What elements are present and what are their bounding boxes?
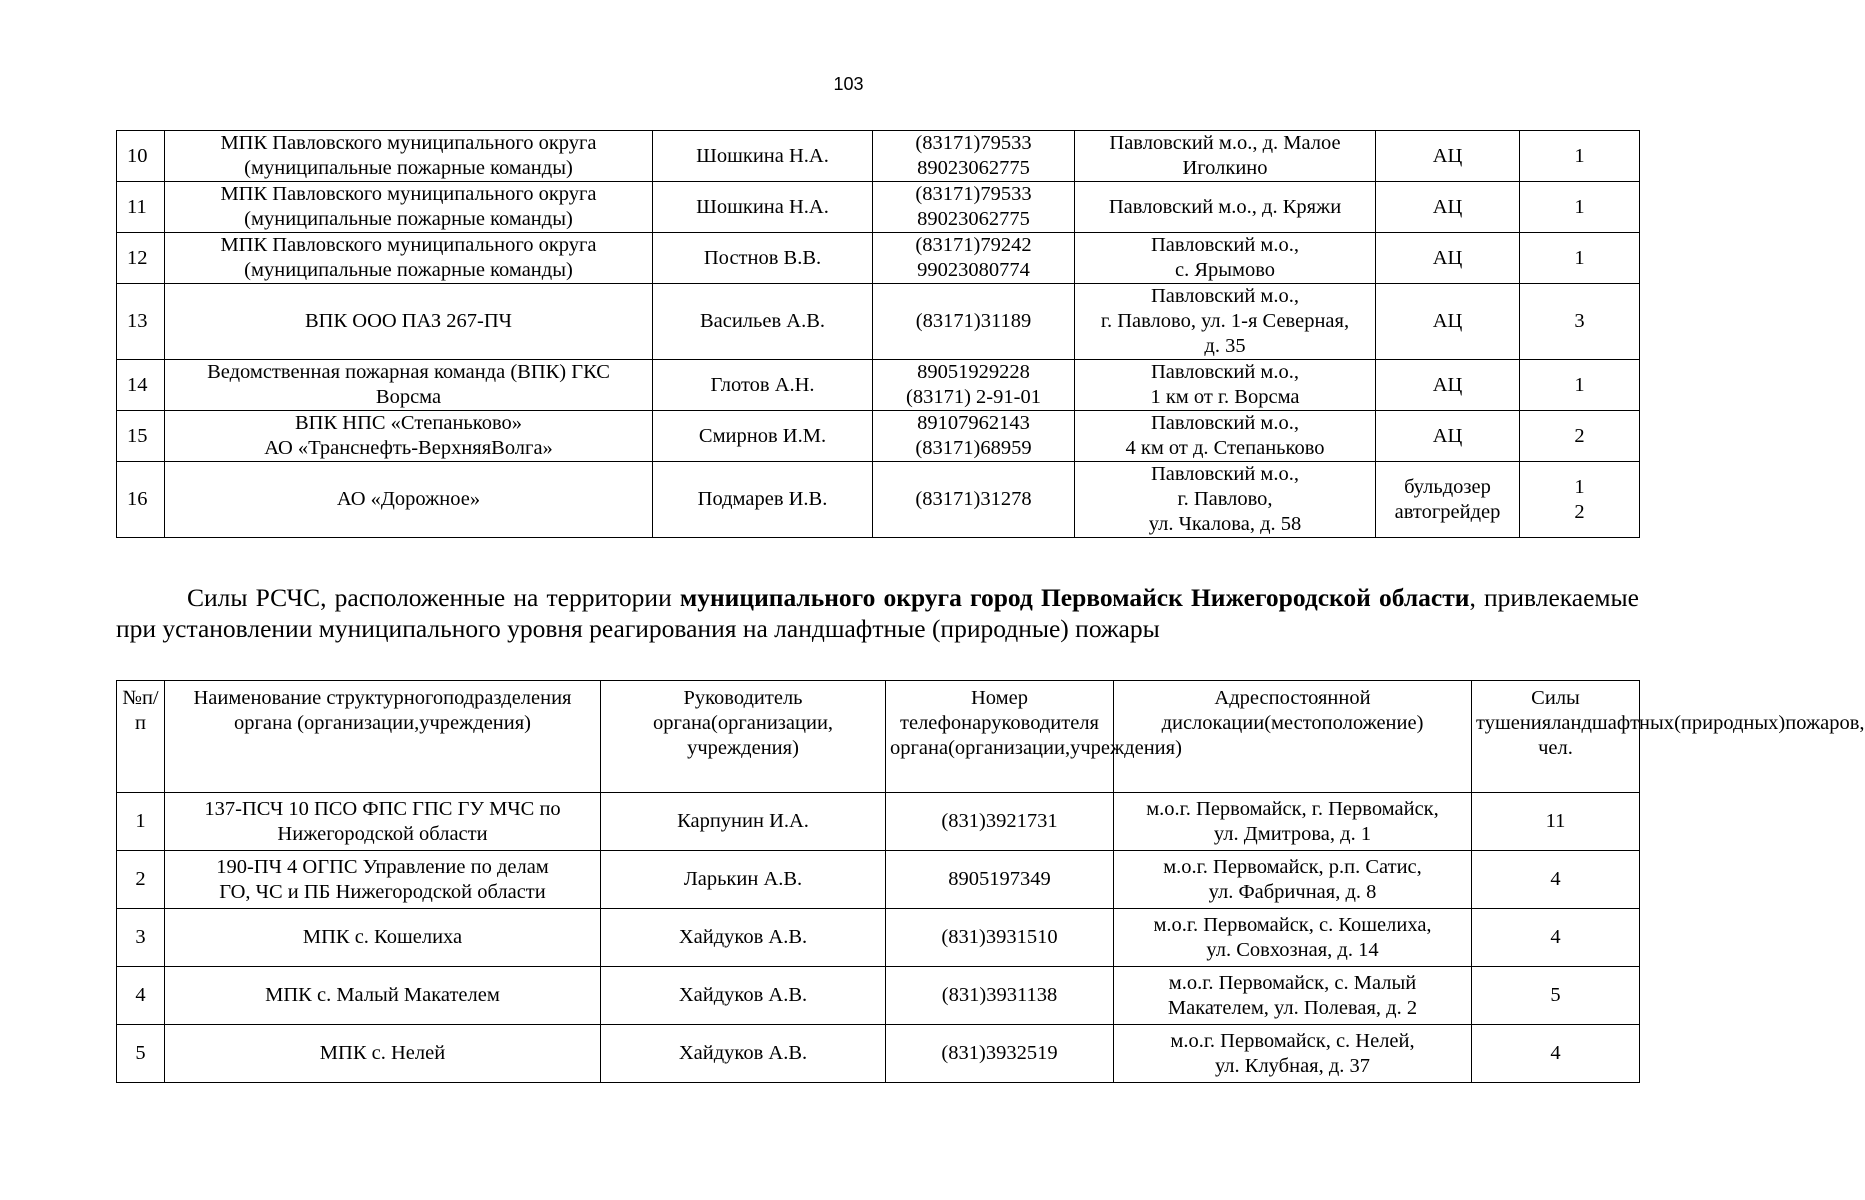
cell-line: Нижегородской области: [277, 822, 488, 845]
cell-line: (муниципальные пожарные команды): [244, 208, 573, 230]
cell-line: АЦ: [1432, 195, 1463, 218]
equipment-cell: [1376, 411, 1520, 462]
forces-cell: 4: [1472, 909, 1640, 967]
head-cell: Постнов В.В.: [653, 233, 873, 284]
organization-cell: [165, 967, 601, 1025]
cell-line: 1: [1574, 373, 1585, 396]
head-cell: Шошкина Н.А.: [653, 182, 873, 233]
cell-line: Номер телефона: [900, 687, 1028, 734]
cell-line: (организации, учреждения): [687, 712, 834, 759]
head-cell: Хайдуков А.В.: [601, 967, 886, 1025]
phone-cell: [873, 462, 1075, 538]
count-cell: [1520, 182, 1640, 233]
cell-line: 89023062775: [917, 208, 1030, 230]
address-cell: [1075, 182, 1376, 233]
cell-line: (83171) 2-91-01: [906, 386, 1041, 408]
organization-cell: [165, 411, 653, 462]
cell-line: 4 км от д. Степаньково: [1125, 437, 1325, 459]
phone-cell: [873, 411, 1075, 462]
cell-line: МПК Павловского муниципального округа: [220, 234, 597, 256]
cell-line: (83171)31189: [915, 310, 1032, 332]
cell-line: 1: [1574, 195, 1585, 218]
cell-line: 2: [1574, 500, 1585, 523]
header-phone: [886, 681, 1182, 793]
cell-line: учреждения): [419, 712, 532, 734]
header-org: [165, 681, 601, 793]
header-head: [601, 681, 886, 793]
cell-line: м.о.г. Первомайск, г. Первомайск,: [1146, 797, 1439, 820]
address-cell: [1075, 233, 1376, 284]
cell-line: Павловский м.о.,: [1150, 234, 1300, 256]
phone-cell: [873, 284, 1075, 360]
table-row: [117, 793, 1640, 851]
address-cell: [1114, 1025, 1472, 1083]
cell-line: 3: [1574, 310, 1585, 332]
header-num: [117, 681, 165, 793]
cell-line: АЦ: [1432, 424, 1463, 447]
address-cell: [1114, 909, 1472, 967]
forces-table-pervomaysk: [116, 680, 1865, 1083]
cell-line: Силы тушения: [1476, 687, 1580, 734]
cell-line: 89051929228: [917, 361, 1030, 383]
equipment-cell: [1376, 131, 1520, 182]
address-cell: [1075, 284, 1376, 360]
forces-table-pavlovsky: [116, 130, 1640, 538]
cell-line: постоянной дислокации: [1161, 687, 1371, 734]
cell-line: Павловский м.о., д. Кряжи: [1108, 195, 1342, 218]
cell-line: 89107962143: [917, 412, 1030, 434]
row-number: 16: [117, 462, 165, 538]
cell-line: ул. Совхозная, д. 14: [1206, 938, 1379, 961]
cell-line: МПК с. Малый Макателем: [265, 984, 500, 1006]
cell-line: ВПК НПС «Степаньково»: [295, 412, 522, 434]
row-number: 15: [117, 411, 165, 462]
phone-cell: [873, 360, 1075, 411]
table-row: [117, 411, 1640, 462]
row-number: 1: [117, 793, 165, 851]
head-cell: Глотов А.Н.: [653, 360, 873, 411]
address-cell: [1114, 851, 1472, 909]
address-cell: [1114, 967, 1472, 1025]
cell-line: пожаров, чел.: [1538, 712, 1865, 759]
table-row: [117, 284, 1640, 360]
address-cell: [1075, 131, 1376, 182]
section-bold-region: муниципального округа город Первомайск Нижегородской области: [679, 583, 1470, 612]
cell-line: МПК Павловского муниципального округа: [220, 183, 597, 205]
table-row: [117, 182, 1640, 233]
row-number: 5: [117, 1025, 165, 1083]
row-number: 10: [117, 131, 165, 182]
cell-line: г. Павлово,: [1177, 488, 1273, 510]
organization-cell: [165, 793, 601, 851]
cell-line: руководителя органа: [890, 712, 1099, 759]
cell-line: Павловский м.о.,: [1150, 285, 1300, 307]
organization-cell: [165, 909, 601, 967]
equipment-cell: [1376, 182, 1520, 233]
cell-line: АО «Дорожное»: [336, 488, 481, 510]
row-number: 11: [117, 182, 165, 233]
cell-line: Павловский м.о.,: [1150, 412, 1300, 434]
phone-cell: (831)3921731: [886, 793, 1114, 851]
cell-line: Павловский м.о., д. Малое: [1109, 132, 1341, 154]
cell-line: МПК с. Кошелиха: [302, 926, 463, 948]
header-forces: [1472, 681, 1865, 793]
cell-line: АО «Транснефть-ВерхняяВолга»: [264, 437, 553, 459]
cell-line: Павловский м.о.,: [1150, 463, 1300, 485]
phone-cell: 8905197349: [886, 851, 1114, 909]
cell-line: м.о.г. Первомайск, с. Малый: [1168, 971, 1417, 994]
cell-line: автогрейдер: [1394, 500, 1501, 523]
cell-line: (муниципальные пожарные команды): [244, 157, 573, 179]
cell-line: ул. Чкалова, д. 58: [1148, 513, 1302, 535]
cell-line: МПК Павловского муниципального округа: [220, 132, 597, 154]
organization-cell: [165, 284, 653, 360]
phone-cell: (831)3931138: [886, 967, 1114, 1025]
phone-cell: (831)3931510: [886, 909, 1114, 967]
cell-line: Макателем, ул. Полевая, д. 2: [1167, 996, 1418, 1019]
section-heading: [116, 582, 1639, 644]
forces-cell: 4: [1472, 851, 1640, 909]
phone-cell: (831)3932519: [886, 1025, 1114, 1083]
cell-line: АЦ: [1432, 373, 1463, 396]
row-number: 2: [117, 851, 165, 909]
cell-line: (83171)31278: [915, 488, 1032, 510]
table-row: [117, 233, 1640, 284]
organization-cell: [165, 182, 653, 233]
cell-line: (83171)68959: [915, 437, 1032, 459]
table-row: [117, 360, 1640, 411]
head-cell: Хайдуков А.В.: [601, 909, 886, 967]
equipment-cell: [1376, 360, 1520, 411]
phone-cell: [873, 182, 1075, 233]
cell-line: ландшафтных: [1551, 712, 1675, 734]
table-row: [117, 851, 1640, 909]
organization-cell: [165, 360, 653, 411]
equipment-cell: [1376, 462, 1520, 538]
cell-line: п/п: [135, 687, 159, 734]
cell-line: Руководитель органа: [652, 687, 803, 734]
cell-line: м.о.г. Первомайск, р.п. Сатис,: [1163, 855, 1422, 878]
section-intro: Силы РСЧС, расположенные на территории: [187, 583, 680, 612]
cell-line: ВПК ООО ПАЗ 267-ПЧ: [304, 310, 512, 332]
organization-cell: [165, 131, 653, 182]
organization-cell: [165, 233, 653, 284]
row-number: 4: [117, 967, 165, 1025]
cell-line: №: [122, 687, 142, 709]
cell-line: ул. Фабричная, д. 8: [1208, 880, 1377, 903]
cell-line: 99023080774: [917, 259, 1030, 281]
cell-line: 89023062775: [917, 157, 1030, 179]
cell-line: 1 км от г. Ворсма: [1150, 386, 1300, 408]
address-cell: [1075, 411, 1376, 462]
organization-cell: [165, 462, 653, 538]
cell-line: д. 35: [1204, 335, 1246, 357]
table-row: [117, 131, 1640, 182]
head-cell: Васильев А.В.: [653, 284, 873, 360]
count-cell: [1520, 131, 1640, 182]
count-cell: [1520, 411, 1640, 462]
table-row: [117, 909, 1640, 967]
cell-line: АЦ: [1432, 246, 1463, 269]
table-row: [117, 967, 1640, 1025]
equipment-cell: [1376, 284, 1520, 360]
forces-cell: 5: [1472, 967, 1640, 1025]
forces-cell: 11: [1472, 793, 1640, 851]
phone-cell: [873, 131, 1075, 182]
row-number: 3: [117, 909, 165, 967]
head-cell: Карпунин И.А.: [601, 793, 886, 851]
cell-line: ГО, ЧС и ПБ Нижегородской области: [219, 880, 546, 903]
cell-line: ул. Дмитрова, д. 1: [1213, 822, 1372, 845]
cell-line: м.о.г. Первомайск, с. Кошелиха,: [1153, 913, 1432, 936]
cell-line: ул. Клубная, д. 37: [1214, 1054, 1371, 1077]
row-number: 13: [117, 284, 165, 360]
cell-line: учреждения): [1070, 737, 1182, 759]
head-cell: Смирнов И.М.: [653, 411, 873, 462]
cell-line: 137-ПСЧ 10 ПСО ФПС ГПС ГУ МЧС по: [204, 797, 561, 820]
page-number: 103: [833, 74, 864, 94]
head-cell: Шошкина Н.А.: [653, 131, 873, 182]
cell-line: Иголкино: [1182, 157, 1268, 179]
table-row: [117, 1025, 1640, 1083]
head-cell: Ларькин А.В.: [601, 851, 886, 909]
address-cell: [1075, 360, 1376, 411]
section-tail: , привлекаемые при установлении муниципального уровня реагирования на ландшафтные (природные) пожары: [116, 583, 1639, 643]
cell-line: 190-ПЧ 4 ОГПС Управление по делам: [216, 855, 549, 878]
head-cell: Хайдуков А.В.: [601, 1025, 886, 1083]
cell-line: АЦ: [1432, 310, 1463, 332]
table-row: [117, 462, 1640, 538]
address-cell: [1075, 462, 1376, 538]
cell-line: 1: [1574, 246, 1585, 269]
table-header-row: [117, 681, 1640, 793]
count-cell: [1520, 284, 1640, 360]
cell-line: 1: [1574, 144, 1585, 167]
cell-line: с. Ярымово: [1174, 259, 1276, 281]
cell-line: г. Павлово, ул. 1-я Северная,: [1100, 310, 1350, 332]
cell-line: м.о.г. Первомайск, с. Нелей,: [1170, 1029, 1415, 1052]
cell-line: Ворсма: [375, 386, 442, 408]
organization-cell: [165, 1025, 601, 1083]
phone-cell: [873, 233, 1075, 284]
cell-line: (83171)79533: [915, 132, 1032, 154]
equipment-cell: [1376, 233, 1520, 284]
cell-line: (природных): [1674, 712, 1786, 734]
forces-cell: 4: [1472, 1025, 1640, 1083]
cell-line: МПК с. Нелей: [319, 1042, 446, 1064]
cell-line: АЦ: [1432, 144, 1463, 167]
cell-line: (муниципальные пожарные команды): [244, 259, 573, 281]
cell-line: Ведомственная пожарная команда (ВПК) ГКС: [207, 361, 610, 383]
cell-line: 2: [1574, 424, 1585, 447]
cell-line: Павловский м.о.,: [1150, 361, 1300, 383]
count-cell: [1520, 360, 1640, 411]
cell-line: (местоположение): [1264, 712, 1424, 734]
count-cell: [1520, 462, 1640, 538]
row-number: 12: [117, 233, 165, 284]
cell-line: Наименование структурного: [193, 687, 444, 709]
cell-line: 1: [1574, 475, 1585, 498]
cell-line: (83171)79533: [915, 183, 1032, 205]
organization-cell: [165, 851, 601, 909]
cell-line: (организации,: [948, 737, 1071, 759]
head-cell: Подмарев И.В.: [653, 462, 873, 538]
cell-line: (83171)79242: [915, 234, 1032, 256]
address-cell: [1114, 793, 1472, 851]
count-cell: [1520, 233, 1640, 284]
cell-line: бульдозер: [1404, 475, 1491, 498]
cell-line: Адрес: [1214, 687, 1269, 709]
row-number: 14: [117, 360, 165, 411]
cell-line: подразделения органа (организации,: [233, 687, 572, 734]
